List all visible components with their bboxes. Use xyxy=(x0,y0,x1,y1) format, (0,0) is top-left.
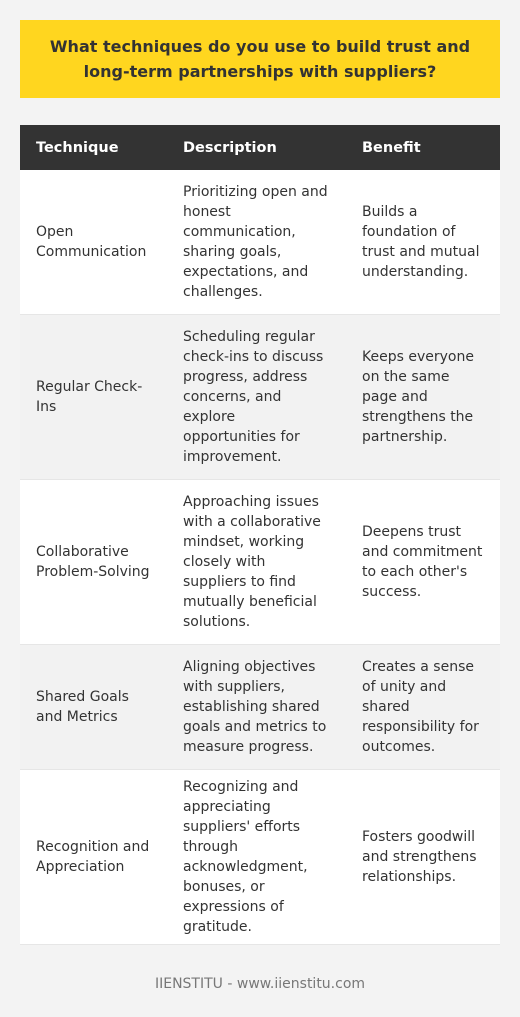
header-description: Description xyxy=(183,139,277,156)
benefit-cell: Keeps everyone on the same page and strengthens the partnership. xyxy=(362,349,474,445)
footer-credit: IIENSTITU - www.iienstitu.com xyxy=(154,976,366,992)
techniques-table xyxy=(20,125,500,945)
table-header-row xyxy=(20,125,500,170)
benefit-cell: Fosters goodwill and strengthens relationships. xyxy=(362,829,477,885)
benefit-cell: Builds a foundation of trust and mutual understanding. xyxy=(362,204,480,280)
description-cell: Prioritizing open and honest communication, sharing goals, expectations, and challenges. xyxy=(183,184,328,300)
technique-cell: Collaborative Problem-Solving xyxy=(36,544,150,580)
title-banner xyxy=(20,20,500,98)
table-row xyxy=(20,480,500,645)
technique-cell: Regular Check-Ins xyxy=(36,379,143,415)
technique-cell: Open Communication xyxy=(36,224,147,260)
header-benefit: Benefit xyxy=(362,139,421,156)
table-row xyxy=(20,645,500,770)
benefit-cell: Deepens trust and commitment to each other's success. xyxy=(362,524,483,600)
benefit-cell: Creates a sense of unity and shared responsibility for outcomes. xyxy=(362,659,479,755)
technique-cell: Shared Goals and Metrics xyxy=(36,689,129,725)
description-cell: Recognizing and appreciating suppliers' efforts through acknowledgment, bonuses, or expressions of gratitude. xyxy=(183,779,308,935)
table-row xyxy=(20,170,500,315)
description-cell: Scheduling regular check-ins to discuss progress, address concerns, and explore opportunities for improvement. xyxy=(183,329,324,465)
header-technique: Technique xyxy=(36,139,119,156)
description-cell: Approaching issues with a collaborative mindset, working closely with suppliers to find mutually beneficial solutions. xyxy=(183,494,321,630)
page-title: What techniques do you use to build trust and long-term partnerships with suppliers? xyxy=(49,37,471,81)
table-row xyxy=(20,315,500,480)
table-row xyxy=(20,770,500,945)
technique-cell: Recognition and Appreciation xyxy=(36,839,150,875)
description-cell: Aligning objectives with suppliers, establishing shared goals and metrics to measure progress. xyxy=(183,659,327,755)
